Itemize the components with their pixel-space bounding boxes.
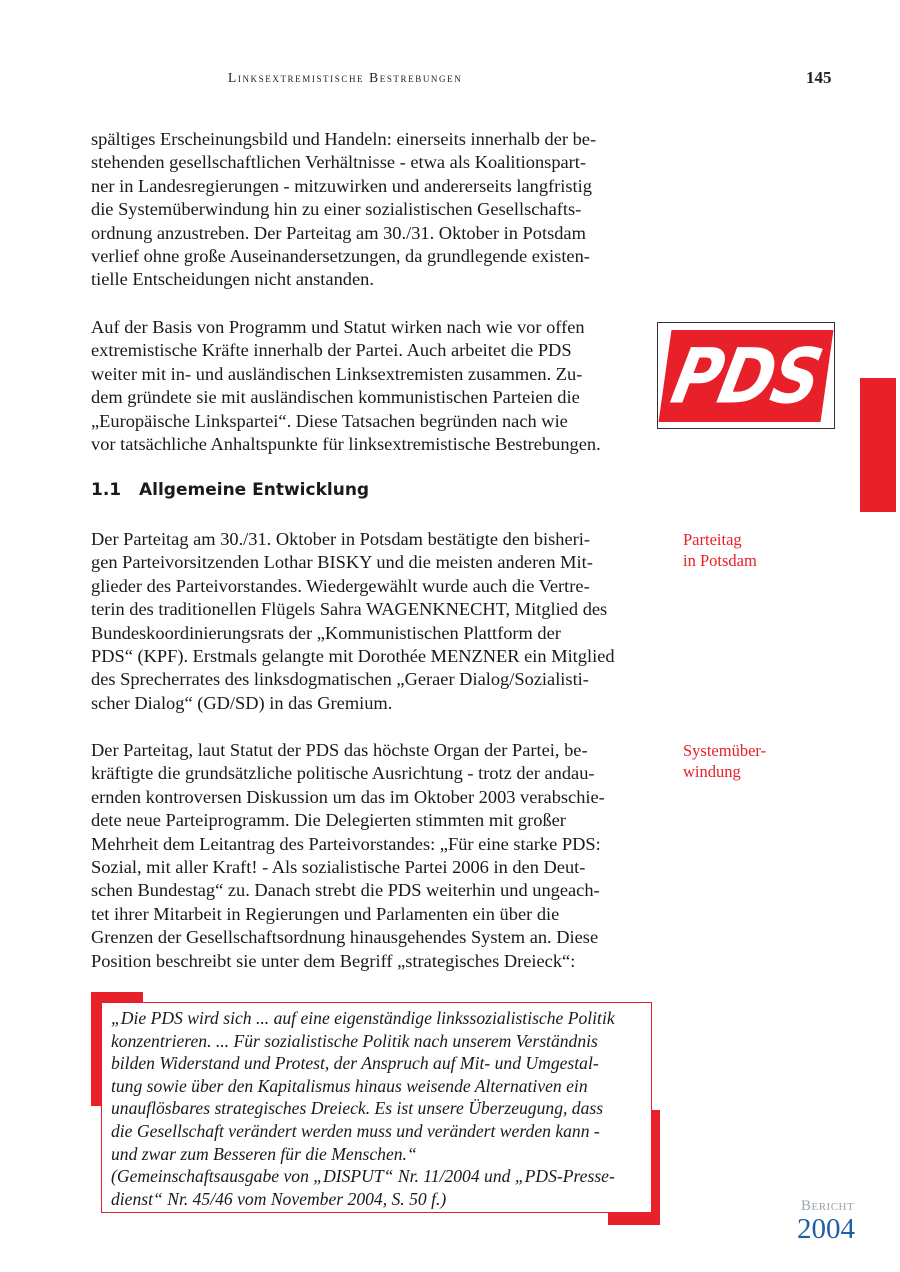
pds-logo-background <box>659 330 834 422</box>
quote-box <box>101 1002 652 1213</box>
report-year: 2004 <box>797 1213 855 1245</box>
text-line: scher Dialog“ (GD/SD) in das Gremium. <box>91 692 393 713</box>
section-number: 1.1 <box>91 480 122 500</box>
text-line: terin des traditionellen Flügels Sahra WAGENKNECHT, Mitglied des <box>91 599 608 620</box>
text-line: vor tatsächliche Anhaltspunkte für linksextremistische Bestrebungen. <box>91 434 601 455</box>
report-mark <box>797 1198 855 1243</box>
text-line: glieder des Parteivorstandes. Wiedergewählt wurde auch die Vertre- <box>91 575 590 596</box>
paragraph-3 <box>91 528 666 715</box>
text-line: Auf der Basis von Programm und Statut wirken nach wie vor offen <box>91 317 585 337</box>
text-line: ner in Landesregierungen - mitzuwirken und andererseits langfristig <box>91 175 592 196</box>
text-line: spältiges Erscheinungsbild und Handeln: einerseits innerhalb der be- <box>91 129 597 149</box>
margin-note-line: windung <box>683 761 741 781</box>
text-line: dem gründete sie mit ausländischen kommunistischen Parteien die <box>91 387 580 408</box>
text-line: tielle Entscheidungen nicht anstanden. <box>91 269 374 290</box>
text-line: gen Parteivorsitzenden Lothar BISKY und die meisten anderen Mit- <box>91 552 593 573</box>
text-line: verlief ohne große Auseinandersetzungen, da grundlegende existen- <box>91 246 590 267</box>
section-title: Allgemeine Entwicklung <box>139 480 370 500</box>
quote-line: konzentrieren. ... Für sozialistische Politik nach unserem Verständnis <box>111 1030 598 1051</box>
quote-line: bilden Widerstand und Protest, der Anspruch auf Mit- und Umgestal- <box>111 1053 599 1074</box>
text-line: „Europäische Linkspartei“. Diese Tatsachen begründen nach wie <box>91 410 568 431</box>
paragraph-4 <box>91 739 666 973</box>
quote-source-line: dienst“ Nr. 45/46 vom November 2004, S. 50 f.) <box>111 1188 447 1209</box>
text-line: stehenden gesellschaftlichen Verhältnisse - etwa als Koalitionspart- <box>91 152 587 173</box>
quote-line: die Gesellschaft verändert werden muss und verändert werden kann - <box>111 1120 600 1141</box>
report-word: Bericht <box>801 1198 855 1214</box>
text-line: kräftigte die grundsätzliche politische Ausrichtung - trotz der andau- <box>91 763 595 784</box>
quote-line: und zwar zum Besseren für die Menschen.“ <box>111 1143 417 1164</box>
page-number: 145 <box>806 68 832 87</box>
paragraph-2 <box>91 316 666 456</box>
text-line: Mehrheit dem Leitantrag des Parteivorstandes: „Für eine starke PDS: <box>91 833 601 854</box>
margin-note-parteitag <box>683 530 757 571</box>
quote-line: unauflösbares strategisches Dreieck. Es ist unsere Überzeugung, dass <box>111 1098 604 1119</box>
running-head: Linksextremistische Bestrebungen <box>228 70 463 85</box>
text-line: Der Parteitag am 30./31. Oktober in Potsdam bestätigte den bisheri- <box>91 529 590 549</box>
quote-line: „Die PDS wird sich ... auf eine eigenständige linkssozialistische Politik <box>111 1008 615 1028</box>
pds-logo-text: PDS <box>664 331 828 420</box>
quote-source-line: (Gemeinschaftsausgabe von „DISPUT“ Nr. 11/2004 und „PDS-Presse- <box>111 1166 615 1187</box>
text-line: PDS“ (KPF). Erstmals gelangte mit Dorothée MENZNER ein Mitglied <box>91 646 615 667</box>
text-line: ordnung anzustreben. Der Parteitag am 30./31. Oktober in Potsdam <box>91 222 586 243</box>
text-line: Bundeskoordinierungsrats der „Kommunistischen Plattform der <box>91 622 561 643</box>
margin-note-line: in Potsdam <box>683 550 757 570</box>
paragraph-1 <box>91 128 666 292</box>
margin-note-systemueberwindung <box>683 741 766 782</box>
text-line: des Sprecherrates des linksdogmatischen „Geraer Dialog/Sozialisti- <box>91 669 589 690</box>
text-line: Sozial, mit aller Kraft! - Als sozialistische Partei 2006 in den Deut- <box>91 857 586 878</box>
text-line: schen Bundestag“ zu. Danach strebt die PDS weiterhin und ungeach- <box>91 880 600 901</box>
chapter-side-tab <box>860 378 896 512</box>
text-line: weiter mit in- und ausländischen Linksextremisten zusammen. Zu- <box>91 363 583 384</box>
pds-logo <box>657 322 835 429</box>
text-line: Grenzen der Gesellschaftsordnung hinausgehendes System an. Diese <box>91 927 599 948</box>
margin-note-line: Parteitag <box>683 530 742 549</box>
text-line: Position beschreibt sie unter dem Begriff „strategisches Dreieck“: <box>91 950 576 971</box>
text-line: tet ihrer Mitarbeit in Regierungen und Parlamenten ein über die <box>91 903 560 924</box>
text-line: extremistische Kräfte innerhalb der Partei. Auch arbeitet die PDS <box>91 340 572 361</box>
margin-note-line: Systemüber- <box>683 741 767 760</box>
quote-line: tung sowie über den Kapitalismus hinaus weisende Alternativen ein <box>111 1075 588 1096</box>
text-line: die Systemüberwindung hin zu einer sozialistischen Gesellschafts- <box>91 199 582 220</box>
text-line: ernden kontroversen Diskussion um das im Oktober 2003 verabschie- <box>91 786 605 807</box>
section-heading <box>91 480 369 500</box>
text-line: Der Parteitag, laut Statut der PDS das höchste Organ der Partei, be- <box>91 740 588 760</box>
text-line: dete neue Parteiprogramm. Die Delegierten stimmten mit großer <box>91 810 566 831</box>
